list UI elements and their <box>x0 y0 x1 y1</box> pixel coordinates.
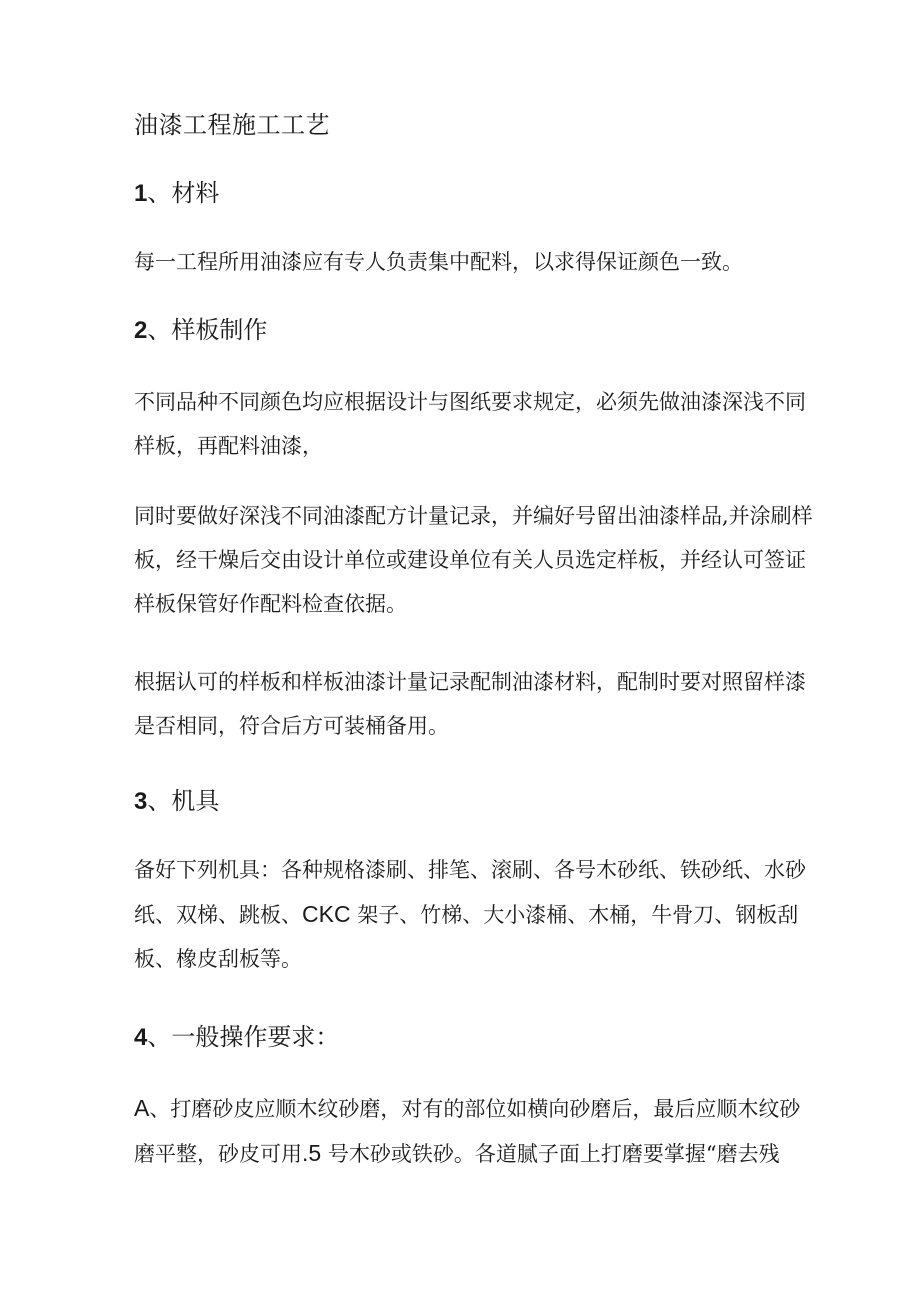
paragraph <box>134 494 813 626</box>
text-line <box>134 892 799 937</box>
text-run: 号木砂或铁砂。各道腻子面上打磨要掌握“磨去残 <box>321 1142 780 1166</box>
text-run: 纸、双梯、跳板、 <box>134 903 302 927</box>
document-title: 油漆工程施工工艺 <box>134 111 330 139</box>
text-line: 备好下列机具：各种规格漆刷、排笔、滚刷、各号木砂纸、铁砂纸、水砂 <box>134 858 806 882</box>
paragraph <box>134 1086 801 1176</box>
section-heading-1 <box>134 176 219 211</box>
text-line: 样板保管好作配料检查依据。 <box>134 592 407 616</box>
section-number: 3 <box>134 788 148 815</box>
text-line: 板、橡皮刮板等。 <box>134 947 302 971</box>
text-line: 样板，再配料油漆， <box>134 434 323 458</box>
text-line <box>134 1086 801 1131</box>
text-line <box>134 1131 794 1176</box>
text-run: 磨平整，砂皮可用 <box>134 1142 302 1166</box>
section-heading-2 <box>134 313 267 348</box>
paragraph <box>134 848 806 981</box>
section-title: 、一般操作要求： <box>147 1023 340 1051</box>
text-line: 同时要做好深浅不同油漆配方计量记录，并编好号留出油漆样品,并涂刷样 <box>134 504 813 528</box>
text-line: 根据认可的样板和样板油漆计量记录配制油漆材料，配制时要对照留样漆 <box>134 670 806 694</box>
text-run-latin: CKC <box>302 901 351 927</box>
text-run-latin: .5 <box>302 1140 322 1166</box>
section-title: 、样板制作 <box>147 316 268 344</box>
section-number: 4 <box>134 1024 148 1051</box>
section-title: 、材料 <box>147 179 220 207</box>
section-title: 、机具 <box>147 787 220 815</box>
paragraph <box>134 380 806 468</box>
section-number: 1 <box>134 180 148 207</box>
text-line: 是否相同，符合后方可装桶备用。 <box>134 714 449 738</box>
text-line: 板，经干燥后交由设计单位或建设单位有关人员选定样板，并经认可签证 <box>134 548 806 572</box>
section-heading-3 <box>134 784 219 819</box>
paragraph <box>134 660 806 748</box>
text-run: 架子、竹梯、大小漆桶、木桶，牛骨刀、钢板刮 <box>350 903 799 927</box>
text-line: 每一工程所用油漆应有专人负责集中配料，以求得保证颜色一致。 <box>134 250 743 274</box>
text-run: 、打磨砂皮应顺木纹砂磨，对有的部位如横向砂磨后，最后应顺木纹砂 <box>149 1097 801 1121</box>
text-line: 不同品种不同颜色均应根据设计与图纸要求规定，必须先做油漆深浅不同 <box>134 390 806 414</box>
section-heading-4 <box>134 1020 339 1055</box>
section-number: 2 <box>134 317 148 344</box>
paragraph <box>134 240 794 284</box>
text-run-latin: A <box>134 1095 150 1121</box>
